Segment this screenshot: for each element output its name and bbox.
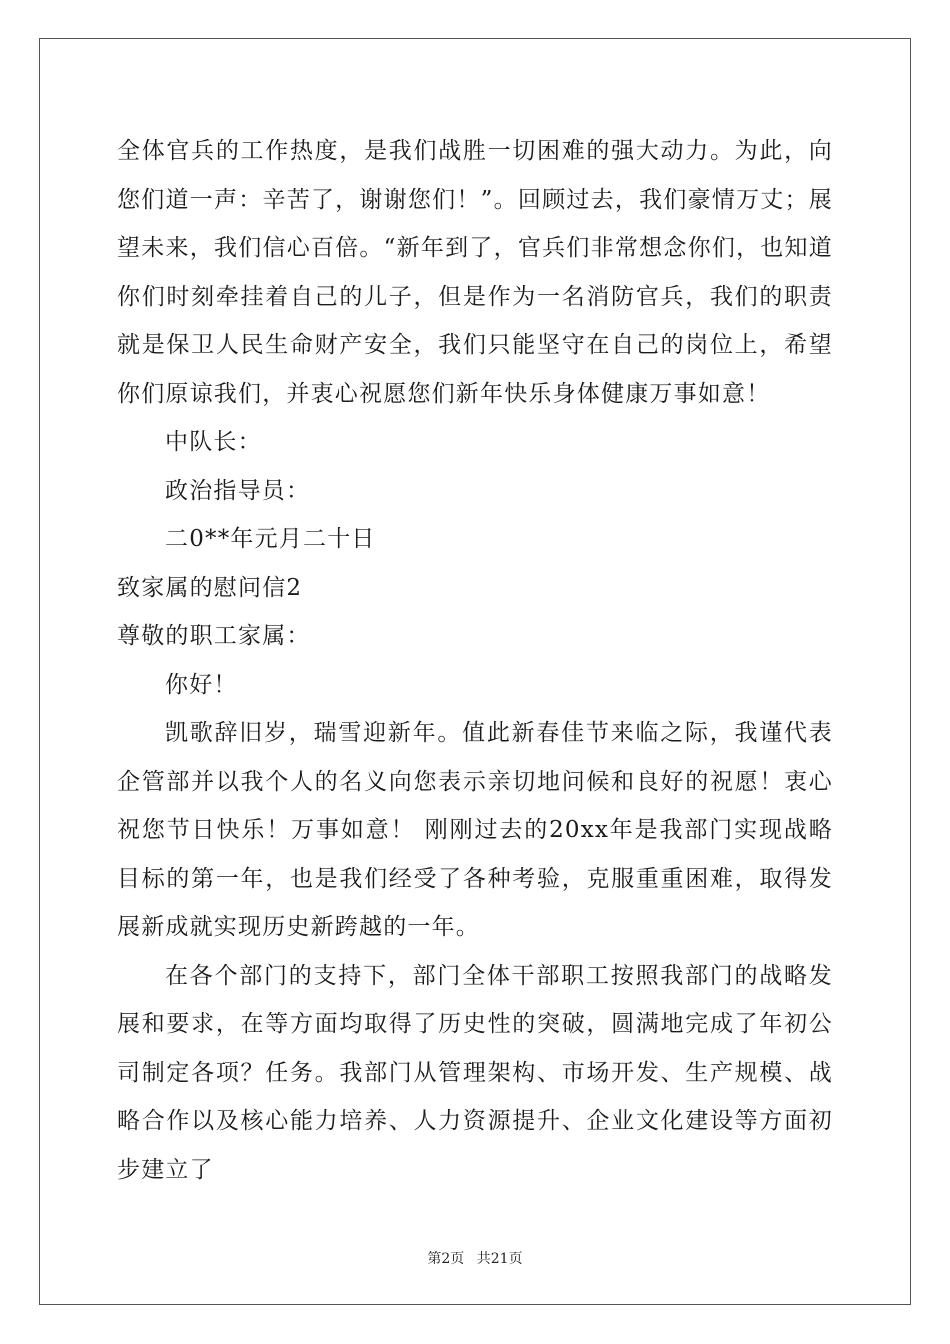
page-number: 第2页 xyxy=(427,1251,465,1267)
paragraph-1: 全体官兵的工作热度，是我们战胜一切困难的强大动力。为此，向您们道一声：辛苦了，谢谢您们！”。回顾过去，我们豪情万丈；展望未来，我们信心百倍。“新年到了，官兵们非常想念你们，也知道你们时刻牵挂着自己的儿子，但是作为一名消防官兵，我们的职责就是保卫人民生命财产安全，我们只能坚守在自己的岗位上，希望你们原谅我们，并衷心祝愿您们新年快乐身体健康万事如意！ xyxy=(117,138,833,407)
letter-title: 致家属的慰问信2 xyxy=(117,574,303,601)
signer-instructor: 政治指导员： xyxy=(165,477,311,504)
signer-captain: 中队长： xyxy=(165,429,262,455)
greeting: 你好！ xyxy=(165,671,238,698)
paragraph-2: 凯歌辞旧岁，瑞雪迎新年。值此新春佳节来临之际，我谨代表企管部并以我个人的名义向您表示亲切地问候和良好的祝愿！衷心祝您节日快乐！万事如意！ 刚刚过去的20xx年是我部门实现战略目标的第一年，也是我们经受了各种考验，克服重重困难，取得发展新成就实现历史新跨越的一年。 xyxy=(117,720,833,940)
document-body xyxy=(117,127,833,1194)
page-total: 共21页 xyxy=(476,1251,523,1267)
letter-date: 二0**年元月二十日 xyxy=(165,526,376,552)
salutation: 尊敬的职工家属： xyxy=(117,623,311,649)
paragraph-3: 在各个部门的支持下，部门全体干部职工按照我部门的战略发展和要求，在等方面均取得了历史性的突破，圆满地完成了年初公司制定各项？任务。我部门从管理架构、市场开发、生产规模、战略合作以及核心能力培养、人力资源提升、企业文化建设等方面初步建立了 xyxy=(117,962,833,1183)
page-footer xyxy=(0,1248,950,1268)
